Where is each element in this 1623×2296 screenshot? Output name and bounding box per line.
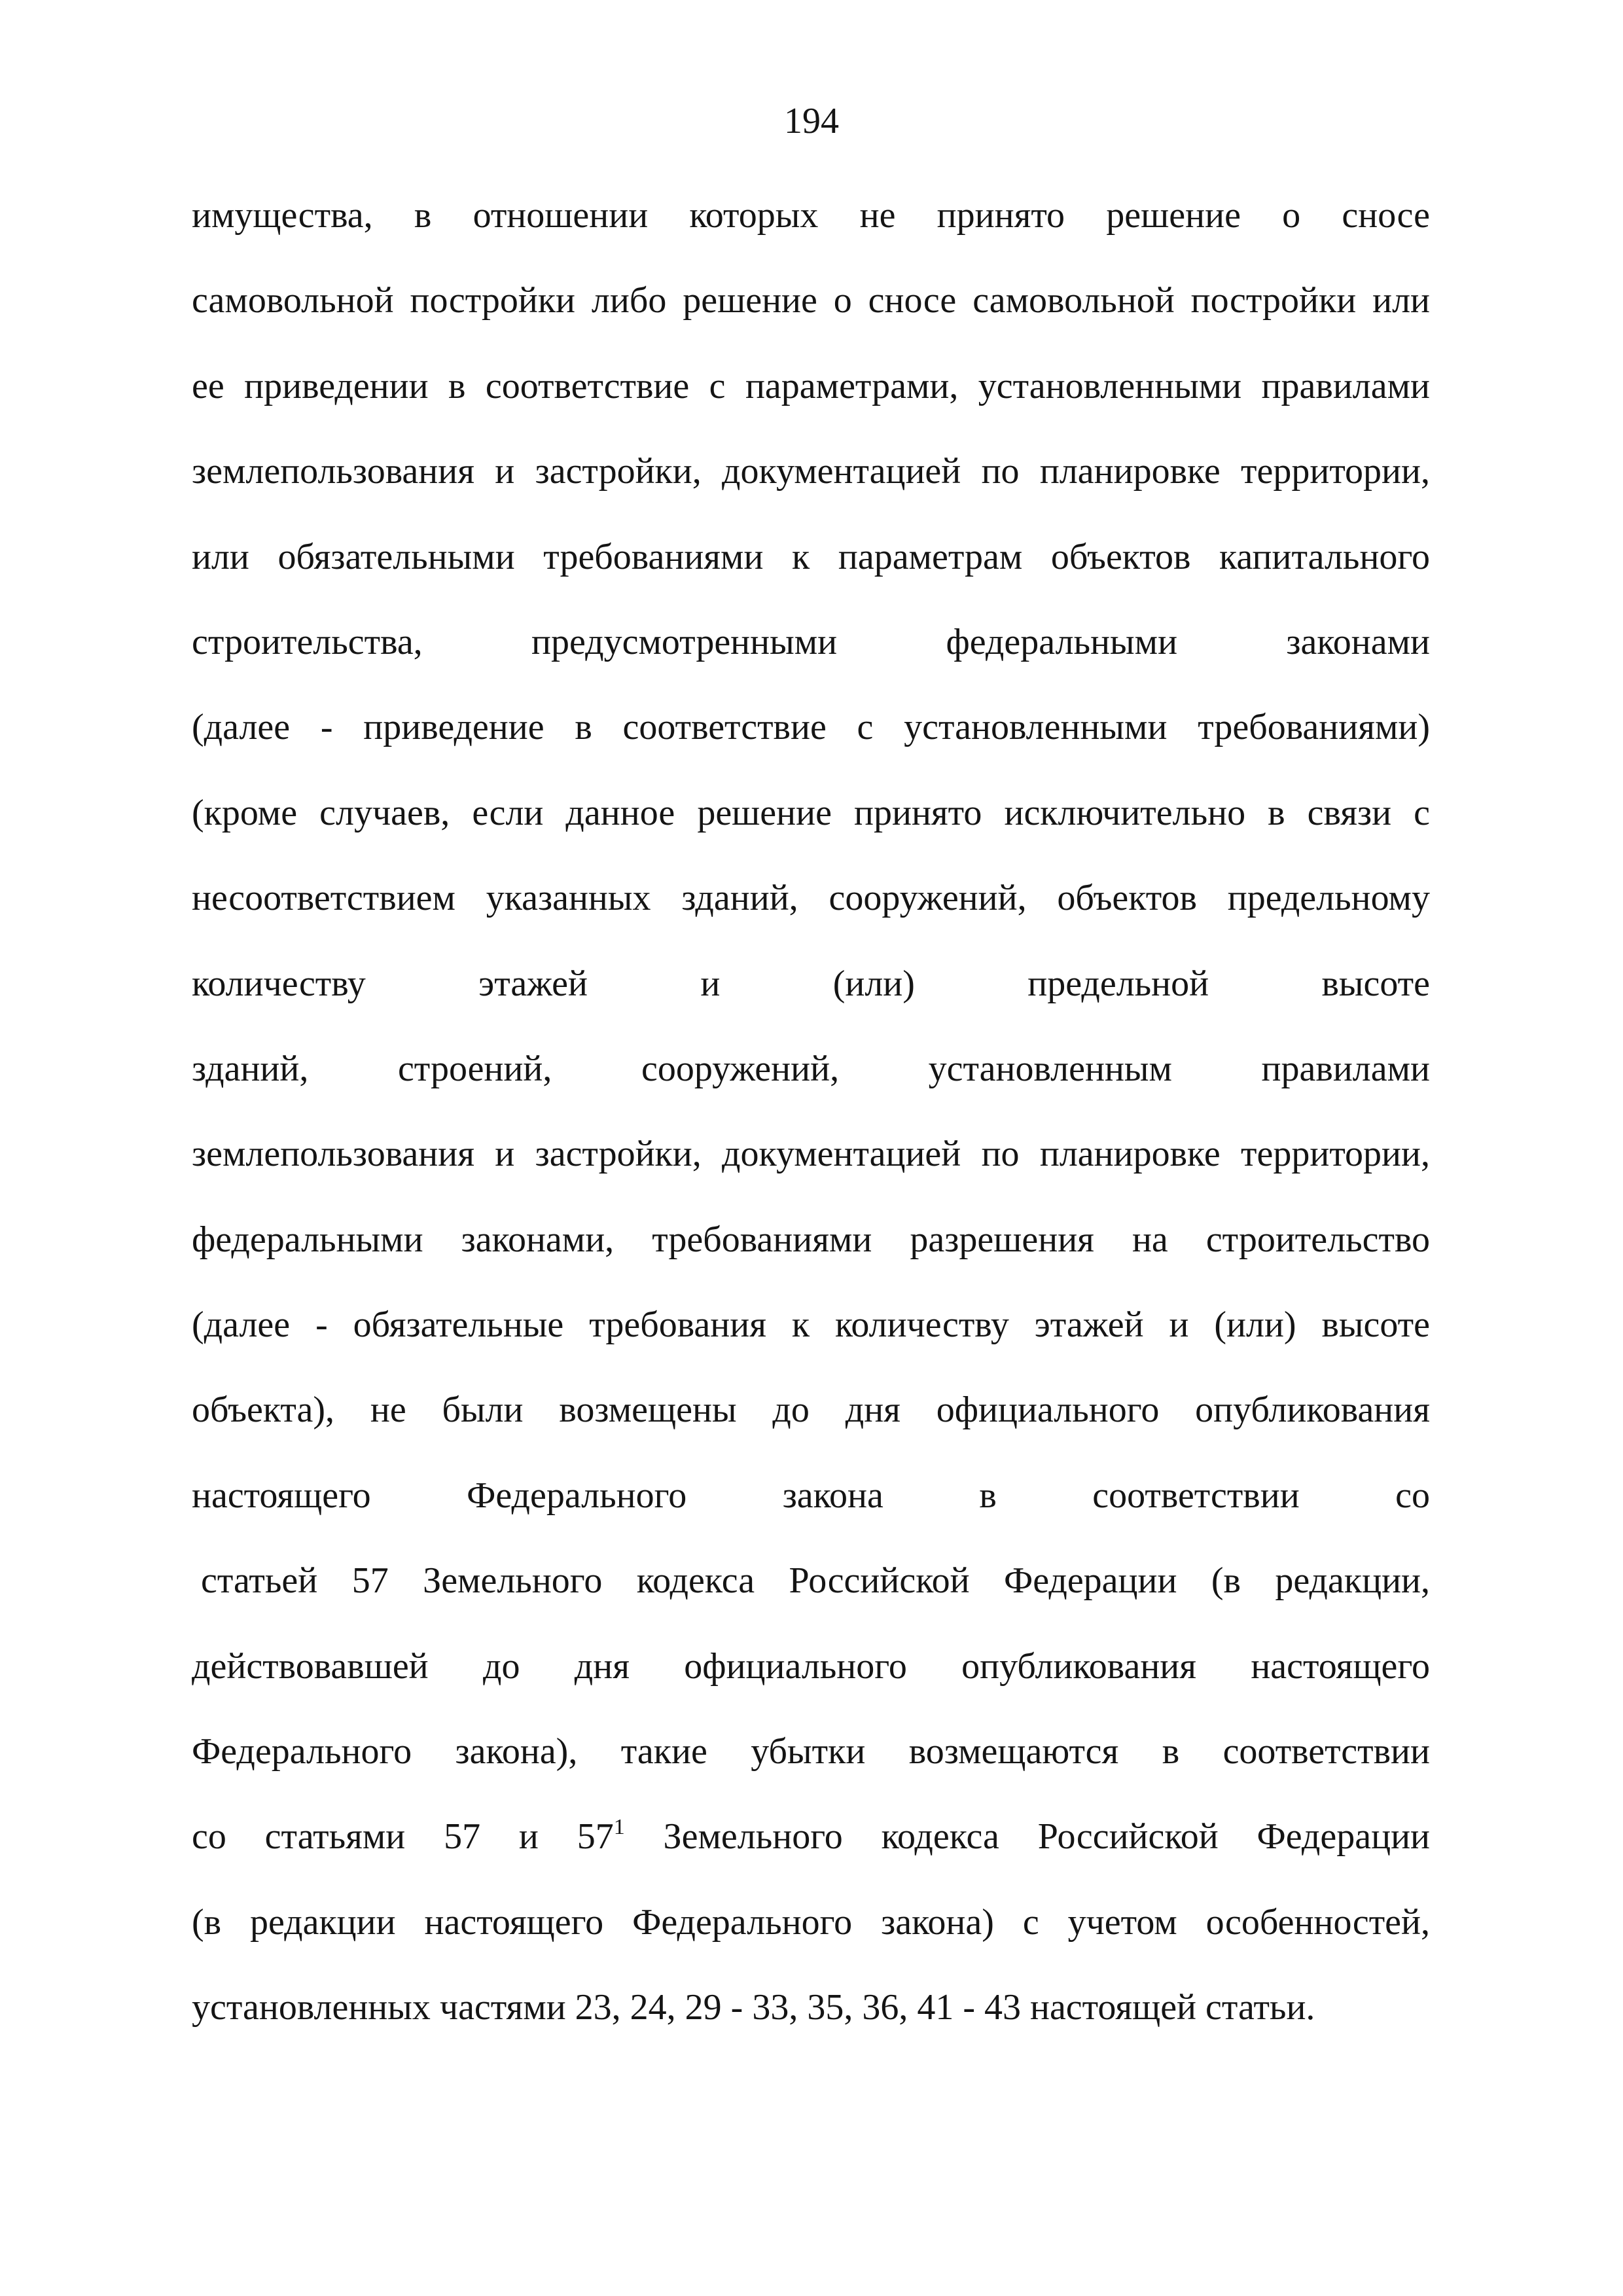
text-line-13: федеральными законами, требованиями разрешения на строительство [192, 1219, 1430, 1260]
text-line-2: самовольной постройки либо решение о сносе самовольной постройки или [192, 280, 1430, 321]
text-line-1: имущества, в отношении которых не принято решение о сносе [192, 195, 1430, 236]
line-20-before: со статьями 57 и 57 [192, 1816, 614, 1857]
text-line-22: установленных частями 23, 24, 29 - 33, 35, 36, 41 - 43 настоящей статьи. [192, 1987, 1315, 2028]
text-line-18: действовавшей до дня официального опубликования настоящего [192, 1645, 1430, 1687]
superscript-marker: 1 [613, 1815, 625, 1840]
text-line-17: статьей 57 Земельного кодекса Российской Федерации (в редакции, [201, 1560, 1430, 1602]
document-body [192, 190, 1430, 2068]
text-line-15: объекта), не были возмещены до дня официального опубликования [192, 1390, 1430, 1431]
text-line-21: (в редакции настоящего Федерального закона) с учетом особенностей, [192, 1901, 1430, 1943]
text-line-16: настоящего Федерального закона в соответствии со [192, 1475, 1430, 1516]
text-line-10: количеству этажей и (или) предельной высоте [192, 963, 1430, 1004]
page-number: 194 [784, 101, 839, 141]
text-line-4: землепользования и застройки, документацией по планировке территории, [192, 451, 1430, 492]
text-line-11: зданий, строений, сооружений, установленным правилами [192, 1048, 1430, 1089]
text-line-14: (далее - обязательные требования к количеству этажей и (или) высоте [192, 1304, 1430, 1346]
text-line-3: ее приведении в соответствие с параметрами, установленными правилами [192, 365, 1430, 406]
text-line-9: несоответствием указанных зданий, сооружений, объектов предельному [192, 878, 1430, 919]
text-line-8: (кроме случаев, если данное решение принято исключительно в связи с [192, 792, 1430, 833]
text-line-12: землепользования и застройки, документацией по планировке территории, [192, 1134, 1430, 1175]
text-line-20 [192, 1811, 1430, 1896]
line-20-after: Земельного кодекса Российской Федерации [624, 1816, 1430, 1857]
text-line-19: Федерального закона), такие убытки возмещаются в соответствии [192, 1731, 1430, 1772]
text-line-7: (далее - приведение в соответствие с установленными требованиями) [192, 707, 1430, 748]
text-line-5: или обязательными требованиями к параметрам объектов капитального [192, 536, 1430, 577]
text-line-6: строительства, предусмотренными федеральными законами [192, 621, 1430, 662]
